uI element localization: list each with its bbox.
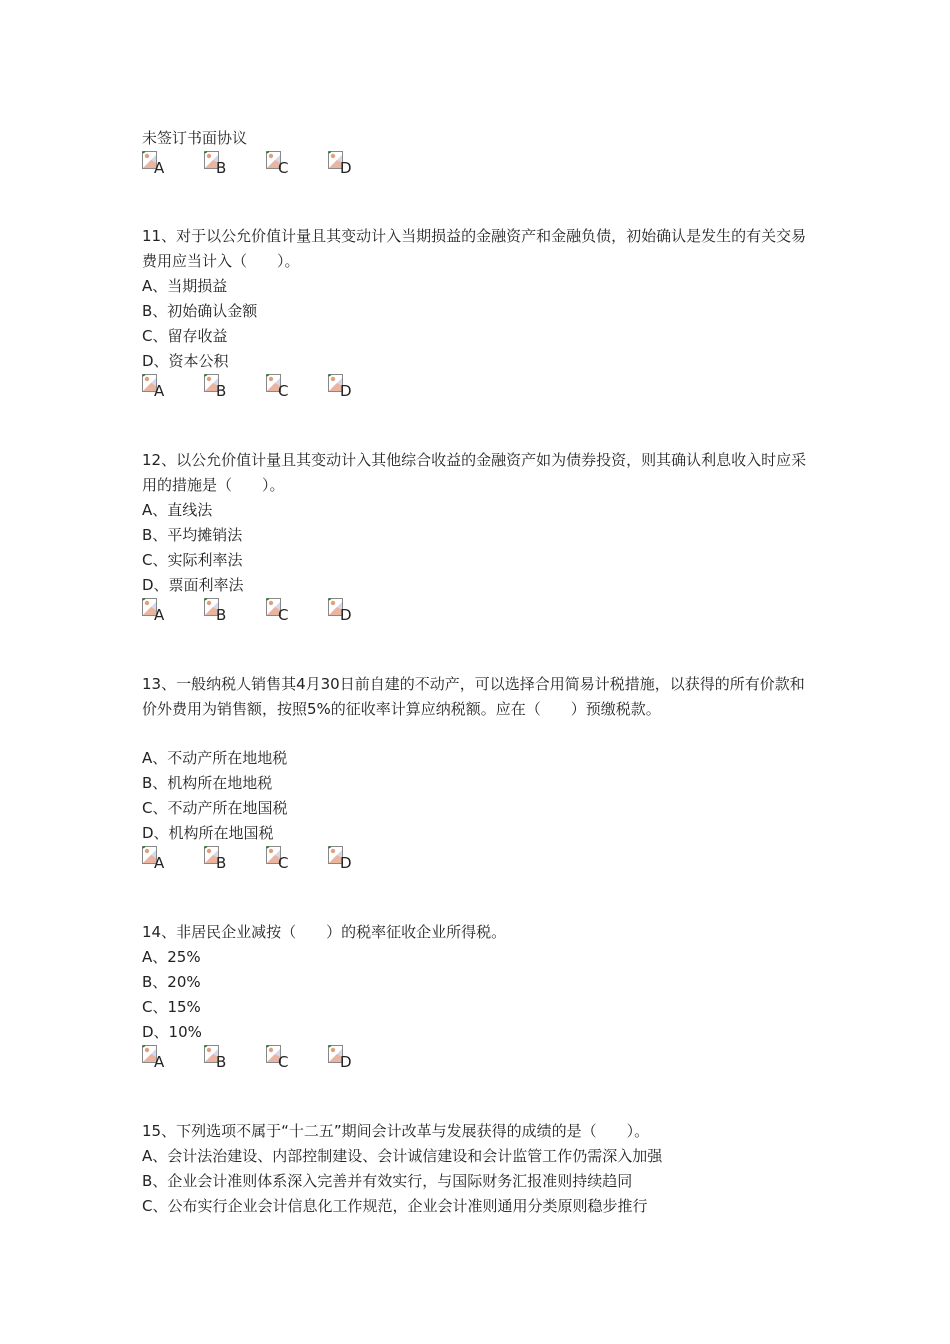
answer-label: C: [278, 382, 289, 400]
answer-choice-d[interactable]: [328, 1045, 368, 1073]
question-12-option-a: A、直线法: [142, 501, 213, 519]
question-13-option-b: B、机构所在地地税: [142, 774, 273, 792]
answer-label: B: [216, 382, 227, 400]
answer-choice-b[interactable]: [204, 374, 244, 402]
question-15-option-a: A、会计法治建设、内部控制建设、会计诚信建设和会计监管工作仍需深入加强: [142, 1147, 663, 1165]
question-11-answer-row: [142, 374, 402, 402]
answer-label: D: [340, 854, 352, 872]
answer-label: C: [278, 854, 289, 872]
question-11-option-b: B、初始确认金额: [142, 302, 258, 320]
question-14-text: 14、非居民企业减按（ ）的税率征收企业所得税。: [142, 923, 507, 941]
answer-choice-d[interactable]: [328, 846, 368, 874]
question-14-option-c: C、15%: [142, 998, 201, 1016]
question-13-option-d: D、机构所在地国税: [142, 824, 274, 842]
answer-choice-c[interactable]: [266, 846, 306, 874]
answer-choice-c[interactable]: [266, 374, 306, 402]
answer-label: B: [216, 1053, 227, 1071]
answer-label: C: [278, 606, 289, 624]
question-12-text: 12、以公允价值计量且其变动计入其他综合收益的金融资产如为债券投资，则其确认利息收入时应采用的措施是（ ）。: [142, 451, 807, 494]
answer-label: D: [340, 1053, 352, 1071]
prev-option-text: 未签订书面协议: [142, 129, 248, 147]
answer-label: B: [216, 159, 227, 177]
answer-choice-a[interactable]: [142, 1045, 182, 1073]
question-11-option-c: C、留存收益: [142, 327, 228, 345]
answer-choice-a[interactable]: [142, 598, 182, 626]
answer-row: [142, 151, 402, 179]
question-13-option-c: C、不动产所在地国税: [142, 799, 288, 817]
answer-choice-a[interactable]: [142, 374, 182, 402]
answer-label: C: [278, 159, 289, 177]
question-12-option-b: B、平均摊销法: [142, 526, 243, 544]
answer-choice-b[interactable]: [204, 846, 244, 874]
question-14-answer-row: [142, 1045, 402, 1073]
answer-label: D: [340, 382, 352, 400]
answer-choice-d[interactable]: [328, 151, 368, 179]
answer-choice-d[interactable]: [328, 374, 368, 402]
question-13-text: 13、一般纳税人销售其4月30日前自建的不动产，可以选择合用简易计税措施，以获得的所有价款和价外费用为销售额，按照5%的征收率计算应纳税额。应在（ ）预缴税款。: [142, 675, 805, 718]
question-11-option-a: A、当期损益: [142, 277, 228, 295]
answer-choice-b[interactable]: [204, 151, 244, 179]
answer-choice-c[interactable]: [266, 151, 306, 179]
question-15-option-b: B、企业会计准则体系深入完善并有效实行，与国际财务汇报准则持续趋同: [142, 1172, 633, 1190]
answer-label: D: [340, 606, 352, 624]
question-13-answer-row: [142, 846, 402, 874]
question-11-option-d: D、资本公积: [142, 352, 229, 370]
answer-label: D: [340, 159, 352, 177]
answer-label: C: [278, 1053, 289, 1071]
answer-choice-a[interactable]: [142, 151, 182, 179]
question-12-answer-row: [142, 598, 402, 626]
question-15-text: 15、下列选项不属于“十二五”期间会计改革与发展获得的成绩的是（ ）。: [142, 1122, 650, 1140]
answer-choice-b[interactable]: [204, 598, 244, 626]
answer-label: B: [216, 854, 227, 872]
question-13-option-a: A、不动产所在地地税: [142, 749, 288, 767]
answer-choice-c[interactable]: [266, 1045, 306, 1073]
answer-label: B: [216, 606, 227, 624]
answer-label: A: [154, 606, 165, 624]
answer-choice-b[interactable]: [204, 1045, 244, 1073]
question-15-option-c: C、公布实行企业会计信息化工作规范，企业会计准则通用分类原则稳步推行: [142, 1197, 648, 1215]
question-12-option-c: C、实际利率法: [142, 551, 243, 569]
answer-choice-d[interactable]: [328, 598, 368, 626]
answer-label: A: [154, 854, 165, 872]
question-14-option-d: D、10%: [142, 1023, 202, 1041]
answer-choice-c[interactable]: [266, 598, 306, 626]
answer-choice-a[interactable]: [142, 846, 182, 874]
question-14-option-a: A、25%: [142, 948, 201, 966]
answer-label: A: [154, 159, 165, 177]
question-12-option-d: D、票面利率法: [142, 576, 244, 594]
question-11-text: 11、对于以公允价值计量且其变动计入当期损益的金融资产和金融负债，初始确认是发生的有关交易费用应当计入（ ）。: [142, 227, 807, 270]
answer-label: A: [154, 382, 165, 400]
question-14-option-b: B、20%: [142, 973, 201, 991]
answer-label: A: [154, 1053, 165, 1071]
